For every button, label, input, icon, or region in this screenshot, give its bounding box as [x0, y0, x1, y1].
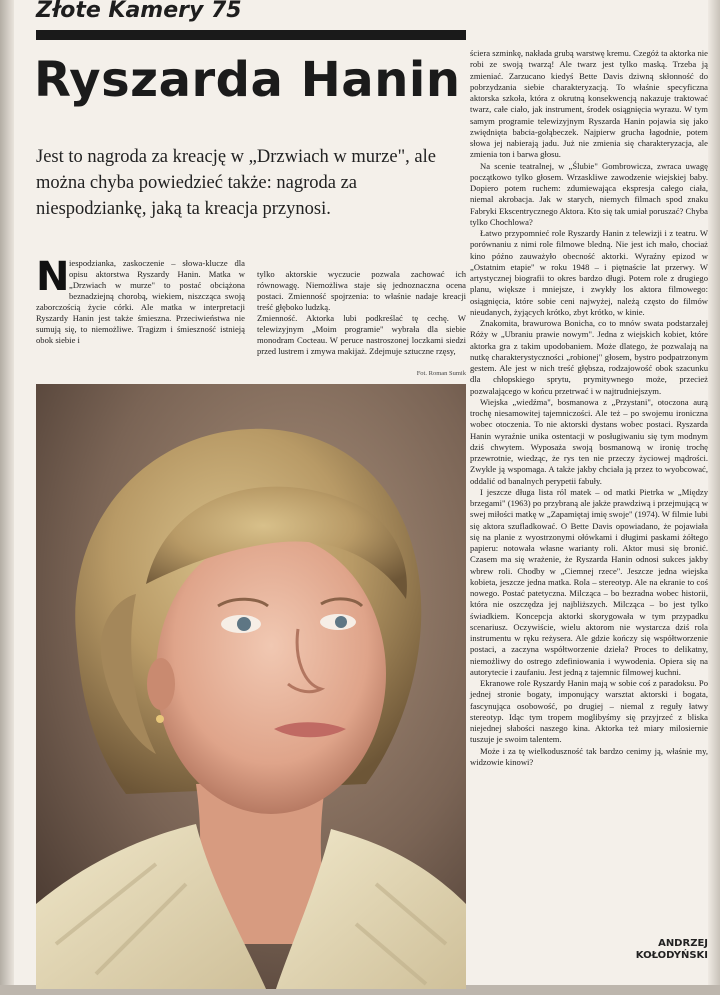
- paragraph-6: I jeszcze długa lista ról matek – od matki Pietrka w „Między brzegami" (1963) po przybraną ale jakże prawdziwą i przejmującą w swej miłości matkę w „Zapamiętaj imię swoje" (1974). W filmie lubi się aktora szufladkować. O Bette Davis opowiadano, że pojawiała się na planie z wyostrzonymi ołówkami i długimi paskami żółtego papieru: notowała własne warianty roli. Aktor musi się bronić. Czasem ma się wrażenie, że Ryszarda Hanin odnosi sukces jakby wbrew roli. Chodby w „Ciemnej rzece". Jeszcze jedna wiejska kobieta, jeszcze jedna matka. Rola – stereotyp. Ale na ekranie to coś nowego. Postać patetyczna. Milcząca – bo bezradna wobec historii, która nie oszczędza jej najbliższych. Milcząca – bo jest tylko świadkiem. Koncepcja aktorki skorygowała w tym przypadku scenariusz. Oczywiście, wielu aktorom nie wystarcza dziś rola instrumentu w ręku reżysera. Ale gdzie kończy się współtworzenie postaci, a zaczyna współtworzenie dzieła? Proces to delikatny, niemożliwy do ostrego zdefiniowania i wywodenia. Opiera się na autorytecie i zaufaniu. Jest jedną z tajemnic filmowej kuchni.: [470, 486, 708, 677]
- page-edge-left: [0, 0, 14, 995]
- article-title: Ryszarda Hanin: [34, 52, 461, 108]
- intro-column-1: [36, 254, 245, 357]
- intro-text-1: iespodzianka, zaskoczenie – słowa-klucze dla opisu aktorstwa Ryszardy Hanin. Matka w „Drzwiach w murze" to postać obciążona beznadziejną chorobą, wiekiem, niszcząca swoją zaborczością życie córki. Ale matka w interpretacji Ryszardy Hanin jest także śmieszna. Przeciwieństwa nie sumują się, to niemożliwe. Tragizm i śmieszność istnieją obok siebie i: [36, 258, 245, 345]
- paragraph-3: Łatwo przypomnieć role Ryszardy Hanin z telewizji i z teatru. W porównaniu z nimi role filmowe bledną. Nie jest ich mało, chociaż kino późno zauważyło obecność aktorki. Wyraźny epizod w „Ostatnim etapie" w roku 1948 – i piętnaście lat przerwy. W artystycznej biografii to okres bardzo długi. Potem role z drugiego planu, większe i mniejsze, i zwykły los aktora filmowego: osiągnięcia, które sobie ceni najwyżej, należą często do filmów nieudanych, żyjących krótko, zbyt krótko, w kinie.: [470, 228, 708, 317]
- paragraph-8: Może i za tę wielkoduszność tak bardzo cenimy ją, właśnie my, widzowie kinowi?: [470, 745, 708, 767]
- paragraph-4: Znakomita, brawurowa Bonicha, co to mnów swata podstarzałej Róży w „Ubraniu prawie nowym". Jedna z wiejskich kobiet, które aktorka gra z takim upodobaniem. Może dlatego, że pozwalają na nutkę charakterystyczności „robionej" głosem, bystro podpatrzonym gestem. Ale jest w nich treść głębsza, rodzajowość obok szacunku dla chłopskiego sprytu, prymitywnego może, przecież pozwalającego w końcu przetrwać i w najtrudniejszym.: [470, 318, 708, 396]
- article-lead: Jest to nagroda za kreację w „Drzwiach w murze", ale można chyba powiedzieć także: nagroda za niespodziankę, jaką ta kreacja przynosi.: [36, 147, 436, 219]
- author-last-name: KOŁODYŃSKI: [635, 950, 708, 961]
- paragraph-5: Wiejska „wiedźma", bosmanowa z „Przystani", otoczona aurą trochę niesamowitej tajemniczości. Ale też – po swojemu ironiczna wobec otoczenia. To nie aktorski dystans wobec postaci. Ryszarda Hanin wyraźnie unika ostentacji w posługiwaniu się tym modnym dziś chwytem. Wyposaża swoją bosmanową w ironię trochę przewrotnie, wiedząc, że rys ten nie przeczy życiowej mądrości. Zwykle ją wspomaga. A także jakby chciała ją przez to wyobcować, oddalić od banalnych perypetii fabuły.: [470, 396, 708, 486]
- portrait-photo: [36, 384, 466, 989]
- photo-credit: Fot. Roman Sumik: [416, 370, 466, 377]
- paragraph-7: Ekranowe role Ryszardy Hanin mają w sobie coś z paradoksu. Po jednej stronie bogaty, imponujący warsztat aktorski i bogata, fascynująca osobowość, po drugiej – niemal z reguły łatwy stereotyp. Idąc tym tropem moglibyśmy się przyjrzeć z bliska niejednej słabości naszego kina. Aktorka też miary milosiernie tuszuje je swoim talentem.: [470, 678, 708, 745]
- intro-text-2: tylko aktorskie wyczucie pozwala zachować ich równowagę. Niemożliwa staje się jednoznaczna ocena postaci. Zmienność spojrzenia: to właśnie nadaje kreacji treść głęboko ludzką. Zmienność. Aktorka lubi podkreślać tę cechę. W telewizyjnym „Moim programie" wybrała dla siebie monodram Cocteau. W peruce nastroszonej loczkami siedzi przed lustrem i zmywa makijaż. Zdejmuje sztuczne rzęsy,: [257, 269, 466, 356]
- section-header: Złote Kamery 75: [36, 0, 242, 23]
- intro-columns: [36, 254, 466, 357]
- intro-column-2: [257, 258, 466, 357]
- page-edge-right: [708, 0, 720, 995]
- author-first-name: ANDRZEJ: [658, 938, 708, 949]
- drop-cap: N: [36, 254, 70, 300]
- paragraph-1: ściera szminkę, nakłada grubą warstwę kremu. Czegóż ta aktorka nie robi ze swoją twarzą! Ale twarz jest tylko maską. Trzeba ją zmieniać. Zarzucano kiedyś Bette Davis dziwną skłonność do pobrzydzania siebie charakteryzacją. To właśnie specyficzna aktorska szkoła, która z okrutną konsekwencją nakazuje traktować twarz, całe ciało, jak instrument, środek osiągnięcia wyrazu. W tym samym programie telewizyjnym Ryszarda Hanin pojawia się jako zwiędnięta babcia-gołąbeczek. Najpierw grucha łagodnie, potem słowa jej nabierają jadu. Już nie zmienia się charakteryzacja, ale zmienia ton i barwa głosu.: [470, 48, 708, 160]
- main-text-column: [470, 48, 708, 768]
- author-byline: [470, 938, 708, 962]
- paragraph-2: Na scenie teatralnej, w „Ślubie" Gombrowicza, zwraca uwagę początkowo tylko głosem. Wrzaskliwe zawodzenie wiejskiej baby. Dopiero potem ruchem: zdumiewająca ekspresja całego ciała, niemal akrobacja. Jak w starych, niemych filmach spod znaku Fabryki Ekscentrycznego Aktora. Kto się tak umiał poruszać? Chyba tylko Chochlowa?: [470, 160, 708, 227]
- header-rule: [36, 30, 466, 40]
